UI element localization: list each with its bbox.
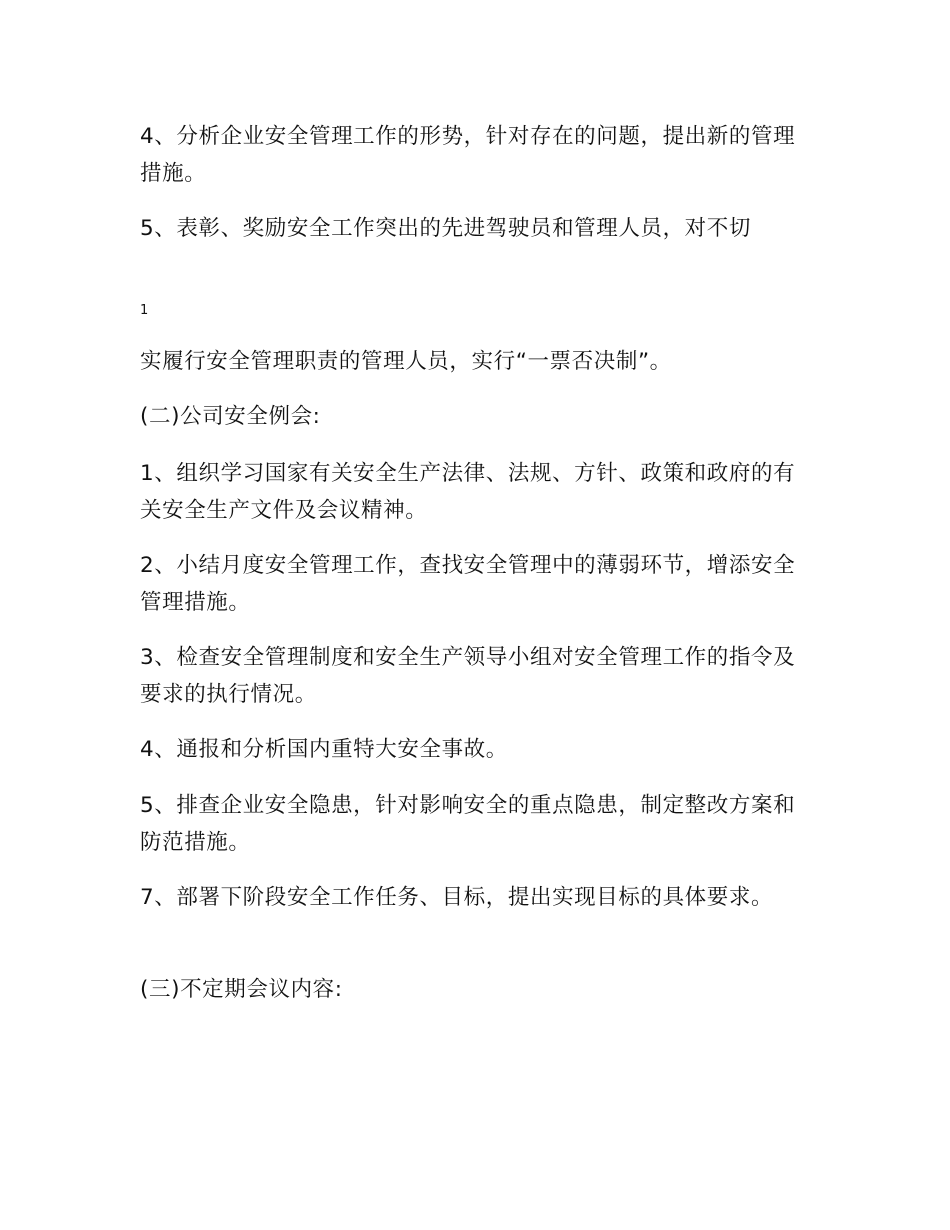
- paragraph-item-1-study: 1、组织学习国家有关安全生产法律、法规、方针、政策和政府的有关安全生产文件及会议精神。: [140, 461, 796, 523]
- paragraph-item-4-analysis: 4、分析企业安全管理工作的形势，针对存在的问题，提出新的管理措施。: [140, 124, 796, 186]
- paragraph-item-7-deploy: 7、部署下阶段安全工作任务、目标，提出实现目标的具体要求。: [140, 885, 774, 910]
- paragraph-item-3-inspection: 3、检查安全管理制度和安全生产领导小组对安全管理工作的指令及要求的执行情况。: [140, 645, 796, 707]
- section-heading-irregular-meeting: (三)不定期会议内容:: [140, 977, 343, 1002]
- paragraph-item-4-report: 4、通报和分析国内重特大安全事故。: [140, 737, 508, 762]
- paragraph-item-5-commend: 5、表彰、奖励安全工作突出的先进驾驶员和管理人员，对不切: [140, 216, 751, 241]
- paragraph-item-5-hazards: 5、排查企业安全隐患，针对影响安全的重点隐患，制定整改方案和防范措施。: [140, 793, 796, 855]
- page-number: 1: [140, 303, 149, 318]
- paragraph-item-2-summary: 2、小结月度安全管理工作，查找安全管理中的薄弱环节，增添安全管理措施。: [140, 553, 796, 615]
- section-heading-company-meeting: (二)公司安全例会:: [140, 404, 321, 429]
- paragraph-continuation: 实履行安全管理职责的管理人员，实行“一票否决制”。: [140, 349, 672, 374]
